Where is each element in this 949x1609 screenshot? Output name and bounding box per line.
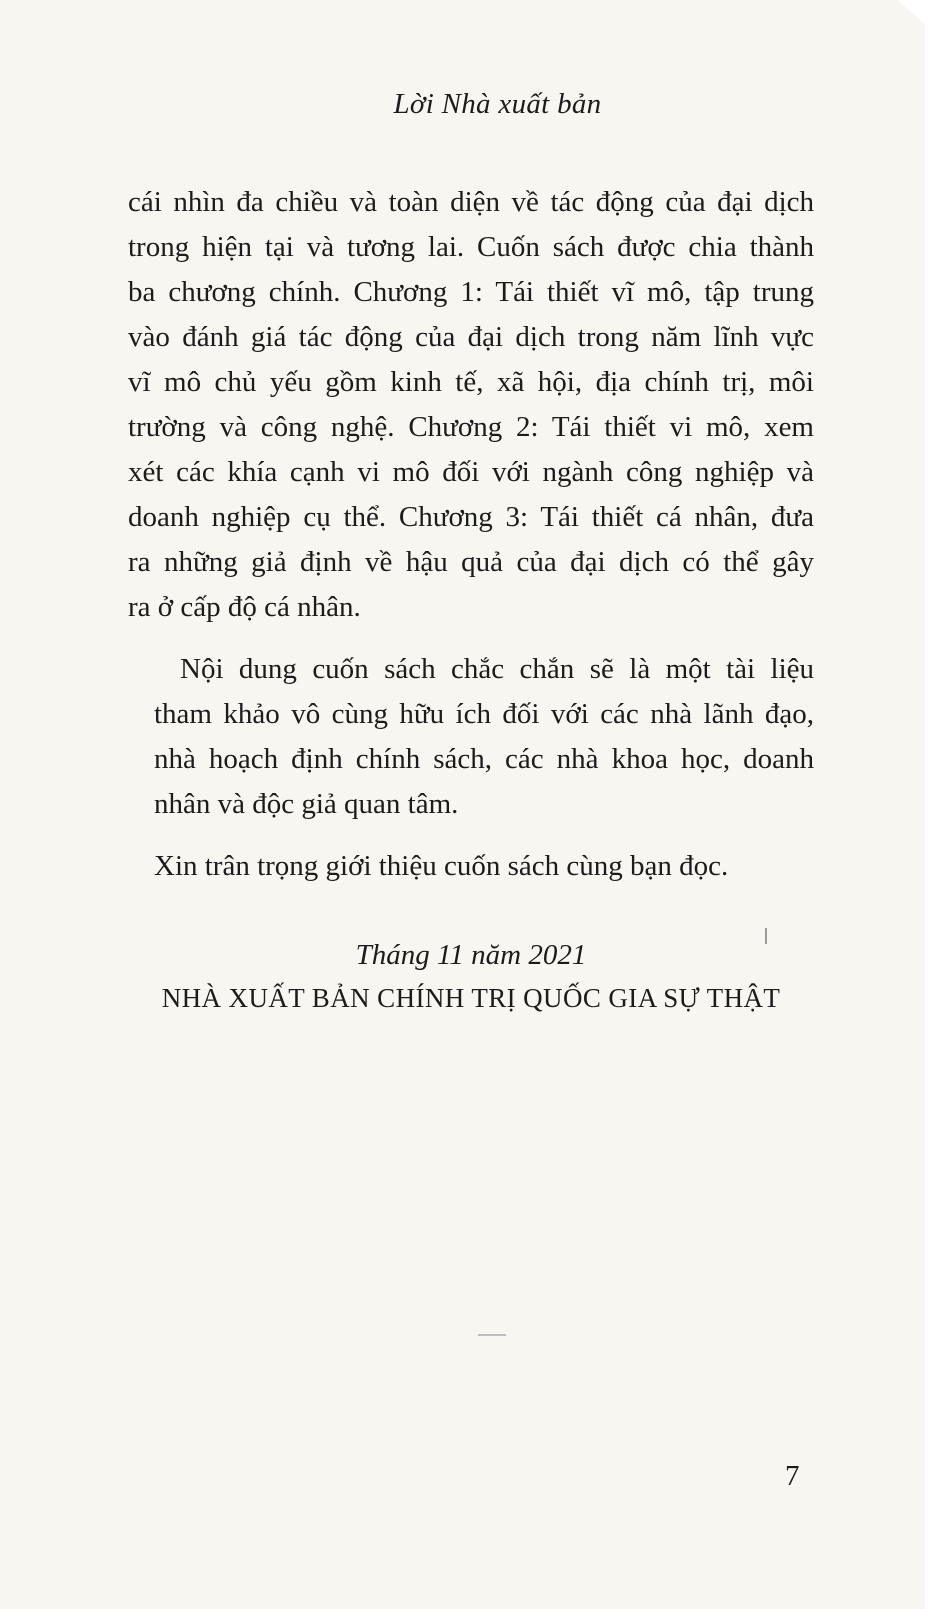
text-line: doanh nghiệp cụ thể. Chương 3: Tái thiết cá nhân, đưa — [128, 501, 814, 533]
text-line: cái nhìn đa chiều và toàn diện về tác động của đại dịch — [128, 186, 814, 218]
running-header: Lời Nhà xuất bản — [393, 88, 602, 120]
scan-speck — [478, 1334, 506, 1336]
page-number: 7 — [785, 1460, 800, 1492]
text-line: nhà hoạch định chính sách, các nhà khoa học, doanh — [154, 743, 814, 775]
paragraph-2 — [128, 647, 814, 827]
paragraph-3 — [128, 844, 814, 889]
text-line: ra ở cấp độ cá nhân. — [128, 591, 361, 623]
text-line: Xin trân trọng giới thiệu cuốn sách cùng bạn đọc. — [154, 850, 729, 882]
page-corner — [897, 0, 925, 24]
text-line: ra những giả định về hậu quả của đại dịch có thể gây — [128, 546, 814, 578]
publisher-name: NHÀ XUẤT BẢN CHÍNH TRỊ QUỐC GIA SỰ THẬT — [161, 983, 781, 1013]
text-line: ba chương chính. Chương 1: Tái thiết vĩ mô, tập trung — [128, 276, 814, 308]
text-line: trong hiện tại và tương lai. Cuốn sách được chia thành — [128, 231, 814, 263]
text-line: xét các khía cạnh vi mô đối với ngành công nghiệp và — [128, 456, 814, 488]
body-text — [128, 180, 814, 889]
text-line: tham khảo vô cùng hữu ích đối với các nhà lãnh đạo, — [154, 698, 814, 730]
text-line: Nội dung cuốn sách chắc chắn sẽ là một tài liệu — [180, 653, 814, 685]
text-line: vĩ mô chủ yếu gồm kinh tế, xã hội, địa chính trị, môi — [128, 366, 814, 398]
closing-date: Tháng 11 năm 2021 — [355, 939, 587, 971]
text-line: nhân và độc giả quan tâm. — [154, 788, 459, 820]
text-line: vào đánh giá tác động của đại dịch trong năm lĩnh vực — [128, 321, 814, 353]
paragraph-1 — [128, 180, 814, 630]
scan-speck — [765, 928, 767, 944]
scan-border — [925, 0, 949, 1609]
text-line: trường và công nghệ. Chương 2: Tái thiết vi mô, xem — [128, 411, 814, 443]
